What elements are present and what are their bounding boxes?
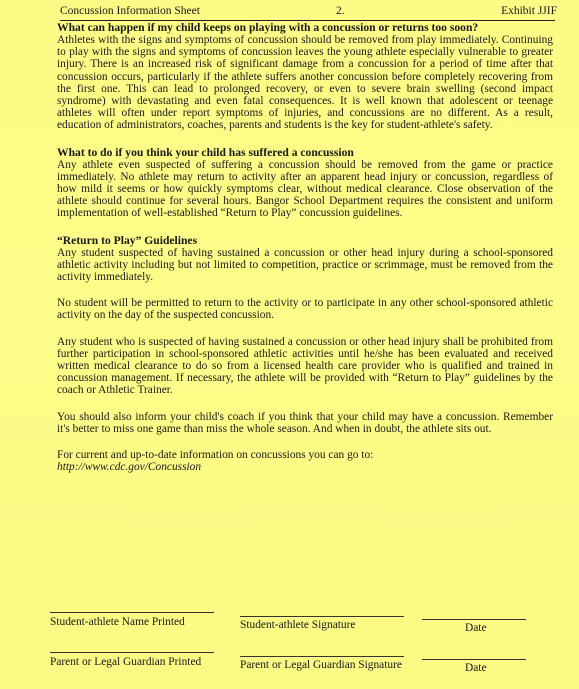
paragraph-rtp-removal: Any student suspected of having sustained a concussion or other head injury during a school-sponsored athletic activity including but not limited to competition, practice or scrimmage, must be removed from the activity immediately. — [57, 246, 553, 284]
parent-date-line[interactable] — [422, 659, 526, 660]
student-name-label: Student-athlete Name Printed — [50, 616, 185, 628]
exhibit-label: Exhibit JJIF — [501, 5, 557, 17]
student-signature-line[interactable] — [240, 616, 404, 617]
parent-date-label: Date — [465, 662, 487, 674]
parent-name-label: Parent or Legal Guardian Printed — [50, 656, 202, 668]
paragraph-inform-coach: You should also inform your child's coach if you think that your child may have a concussion. Remember it's better to miss one game than miss the whole season. And when in doubt, the athlete sits out. — [57, 410, 553, 435]
student-date-label: Date — [465, 622, 487, 634]
student-signature-label: Student-athlete Signature — [240, 619, 356, 631]
student-date-line[interactable] — [422, 619, 526, 620]
resources-text: For current and up-to-date information on concussions you can go to: — [57, 449, 374, 462]
student-name-line[interactable] — [50, 612, 214, 613]
paragraph-rtp-same-day: No student will be permitted to return to the activity or to participate in any other school-sponsored athletic activity on the day of the suspected concussion. — [57, 297, 553, 322]
paragraph-continued-play: Athletes with the signs and symptoms of concussion should be removed from play immediately. Continuing to play with the signs and symptoms of concussion leaves the young athlete especially vulnerable to greater injury. There is an increased risk of significant damage from a concussion for a period of time after that concussion occurs, particularly if the athlete suffers another concussion before completely recovering from the first one. This can lead to prolonged recovery, or even to severe brain swelling (second impact syndrome) with devastating and even fatal consequences. It is well known that adolescent or teenage athletes will often under report symptoms of injuries, and concussions are no different. As a result, education of administrators, coaches, parents and students is the key for student-athlete's safety. — [57, 34, 553, 132]
section-heading-what-to-do: What to do if you think your child has suffered a concussion — [57, 145, 354, 159]
page-header — [60, 3, 557, 19]
paragraph-what-to-do: Any athlete even suspected of suffering a concussion should be removed from the game or practice immediately. No athlete may return to activity after an apparent head injury or concussion, regardless of how mild it seems or how quickly symptoms clear, without medical clearance. Close observation of the athlete should continue for several hours. Bangor School Department requires the consistent and uniform implementation of well-established “Return to Play” concussion guidelines. — [57, 158, 553, 220]
paragraph-rtp-clearance: Any student who is suspected of having sustained a concussion or other head injury shall be prohibited from further participation in school-sponsored athletic activities until he/she has been evaluated and received written medical clearance to do so from a licensed health care provider who is qualified and trained in concussion management. If necessary, the athlete will be provided with “Return to Play” guidelines by the coach or Athletic Trainer. — [57, 335, 553, 397]
parent-signature-line[interactable] — [240, 656, 404, 657]
section-heading-continued-play: What can happen if my child keeps on playing with a concussion or returns too soon? — [57, 21, 479, 34]
header-title: Concussion Information Sheet — [60, 5, 200, 17]
document-body — [57, 21, 553, 473]
section-heading-return-to-play: “Return to Play” Guidelines — [57, 233, 198, 247]
parent-name-line[interactable] — [50, 652, 214, 653]
cdc-link[interactable]: http://www.cdc.gov/Concussion — [57, 461, 202, 474]
parent-signature-label: Parent or Legal Guardian Signature — [240, 659, 402, 671]
page-number: 2. — [336, 5, 345, 17]
